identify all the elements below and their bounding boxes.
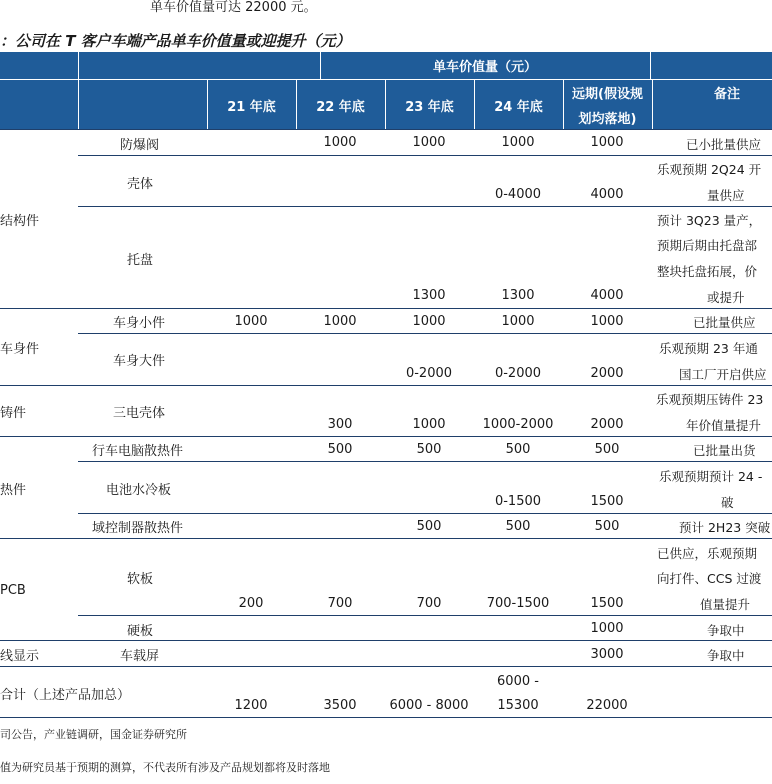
remark-text: 乐观预期 23 年通 — [659, 341, 758, 356]
value-cell: 0-2000 — [494, 366, 542, 381]
row-divider — [78, 461, 772, 462]
value-cell: 0-4000 — [494, 187, 542, 202]
value-cell: 500 — [416, 442, 442, 457]
value-cell: 4000 — [590, 187, 624, 202]
remark-text: 整块托盘拓展，价 — [657, 264, 758, 279]
value-cell: 1500 — [590, 494, 624, 509]
value-cell: 1000 — [590, 135, 624, 150]
row-divider — [0, 717, 772, 718]
value-cell: 1000 — [501, 135, 535, 150]
row-divider — [0, 640, 772, 641]
category-body: 车身件 — [0, 342, 40, 357]
value-cell: 1300 — [501, 288, 535, 303]
product-name: 软板 — [127, 572, 154, 587]
header-col-remark: 备注 — [713, 87, 740, 102]
product-name: 壳体 — [127, 177, 154, 192]
value-cell: 1000 — [323, 135, 357, 150]
category-pcb: PCB — [0, 583, 26, 598]
remark-text: 已供应，乐观预期 — [657, 546, 758, 561]
row-divider — [78, 615, 772, 616]
value-cell: 300 — [327, 417, 353, 432]
remark-text: 量供应 — [707, 188, 745, 203]
remark-text: 已批量出货 — [693, 443, 756, 458]
product-name: 托盘 — [127, 253, 154, 268]
total-cell: 22000 — [586, 698, 628, 713]
intro-text: 单车价值量可达 22000 元。 — [150, 0, 317, 15]
value-cell: 1000 — [412, 417, 446, 432]
remark-text: 预计 2H23 突破 — [679, 520, 771, 535]
product-name: 防爆阀 — [120, 138, 160, 153]
total-cell: 15300 — [497, 698, 539, 713]
value-cell: 4000 — [590, 288, 624, 303]
value-cell: 1500 — [590, 596, 624, 611]
row-divider — [0, 129, 772, 130]
value-cell: 700 — [327, 596, 353, 611]
footnote-source: 司公告，产业链调研，国金证券研究所 — [0, 728, 187, 741]
value-cell: 500 — [594, 442, 620, 457]
footnote-disclaimer: 值为研究员基于预期的测算，不代表所有涉及产品规划都将及时落地 — [0, 761, 330, 774]
row-divider — [78, 206, 772, 207]
header-col-future-line2: 划均落地) — [578, 112, 637, 127]
product-name: 行车电脑散热件 — [92, 444, 184, 459]
header-col-future-line1: 远期(假设规 — [572, 87, 643, 102]
remark-text: 值量提升 — [700, 597, 751, 612]
row-divider — [0, 666, 772, 667]
row-divider — [0, 538, 772, 539]
remark-text: 向打件、CCS 过渡 — [657, 571, 762, 586]
product-name: 电池水冷板 — [106, 483, 172, 498]
value-cell: 1000 — [412, 135, 446, 150]
value-cell: 0-2000 — [405, 366, 453, 381]
header-divider — [650, 52, 651, 79]
value-cell: 1000 — [412, 314, 446, 329]
value-cell: 2000 — [590, 417, 624, 432]
product-name: 硬板 — [127, 624, 154, 639]
header-col-22: 22 年底 — [316, 100, 365, 115]
row-divider — [78, 513, 772, 514]
value-cell: 700 — [416, 596, 442, 611]
total-cell: 6000 - 8000 — [389, 698, 469, 713]
value-cell: 1000-2000 — [482, 417, 554, 432]
value-cell: 3000 — [590, 647, 624, 662]
remark-text: 破 — [721, 495, 734, 510]
row-divider — [78, 333, 772, 334]
remark-text: 预计 3Q23 量产， — [657, 213, 762, 228]
header-divider — [78, 52, 79, 129]
remark-text: 乐观预期预计 24 - — [659, 469, 763, 484]
total-label: 合计（上述产品加总） — [0, 688, 131, 703]
product-name: 三电壳体 — [113, 406, 166, 421]
total-cell: 3500 — [323, 698, 357, 713]
remark-text: 争取中 — [707, 623, 745, 638]
value-cell: 2000 — [590, 366, 624, 381]
value-cell: 500 — [416, 519, 442, 534]
value-cell: 700-1500 — [486, 596, 550, 611]
remark-text: 已批量供应 — [693, 315, 756, 330]
product-name: 车载屏 — [120, 649, 160, 664]
total-cell: 6000 - — [497, 674, 539, 689]
value-cell: 500 — [505, 519, 531, 534]
category-thermal: 热件 — [0, 483, 27, 498]
total-cell: 1200 — [234, 698, 268, 713]
value-cell: 500 — [327, 442, 353, 457]
product-name: 车身小件 — [113, 316, 166, 331]
product-name: 域控制器散热件 — [92, 521, 184, 536]
remark-text: 预期后期由托盘部 — [657, 238, 758, 253]
remark-text: 年价值量提升 — [686, 418, 762, 433]
category-display: 线显示 — [0, 649, 40, 664]
value-cell: 1000 — [590, 621, 624, 636]
product-name: 车身大件 — [113, 354, 166, 369]
row-divider — [0, 385, 772, 386]
header-group-label: 单车价值量（元） — [432, 60, 537, 75]
value-cell: 1000 — [501, 314, 535, 329]
header-col-23: 23 年底 — [405, 100, 454, 115]
table-caption: ：公司在 T 客户车端产品单车价值量或迎提升（元） — [0, 32, 351, 50]
value-cell: 1000 — [323, 314, 357, 329]
value-cell: 200 — [238, 596, 264, 611]
remark-text: 或提升 — [707, 290, 745, 305]
row-divider — [0, 436, 772, 437]
value-cell: 500 — [505, 442, 531, 457]
remark-text: 乐观预期压铸件 23 — [656, 392, 764, 407]
remark-text: 乐观预期 2Q24 开 — [657, 162, 762, 177]
remark-text: 国工厂开启供应 — [679, 367, 767, 382]
category-structural: 结构件 — [0, 214, 40, 229]
value-cell: 0-1500 — [494, 494, 542, 509]
header-col-24: 24 年底 — [494, 100, 543, 115]
category-casting: 铸件 — [0, 406, 27, 421]
value-cell: 1000 — [234, 314, 268, 329]
value-cell: 1300 — [412, 288, 446, 303]
value-cell: 500 — [594, 519, 620, 534]
remark-text: 争取中 — [707, 648, 745, 663]
header-col-21: 21 年底 — [227, 100, 276, 115]
value-cell: 1000 — [590, 314, 624, 329]
remark-text: 已小批量供应 — [686, 137, 762, 152]
row-divider — [78, 155, 772, 156]
row-divider — [0, 308, 772, 309]
